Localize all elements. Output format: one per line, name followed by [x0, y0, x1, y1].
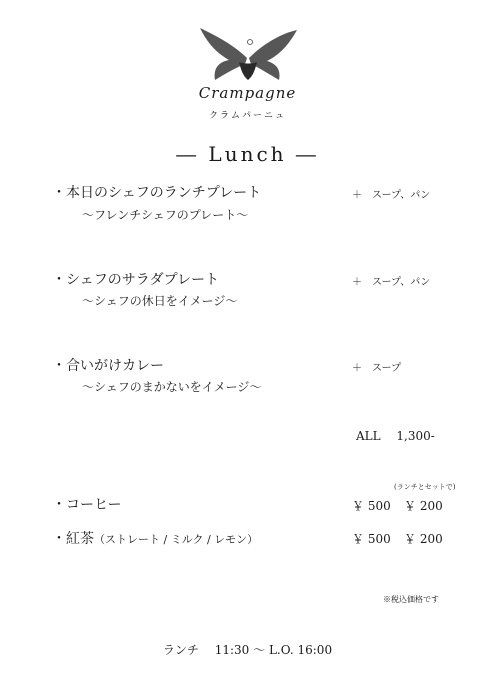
drink-item-name: ・紅茶	[52, 531, 94, 547]
bird-wings-logo	[195, 18, 300, 93]
menu-item-name: ・合いがけカレー	[52, 358, 164, 374]
menu-item-name: ・シェフのサラダプレート	[52, 272, 220, 288]
brand-name: Crampagne	[198, 84, 297, 102]
opening-hours: ランチ 11:30 ～ L.O. 16:00	[162, 643, 333, 657]
drink-item	[52, 528, 258, 548]
set-price-note: (ランチとセットで)	[394, 483, 456, 491]
menu-item-extra: ＋ スープ	[352, 363, 401, 374]
brand-name-kana: クラムパーニュ	[209, 111, 286, 121]
lunch-price: ALL 1,300-	[356, 429, 435, 443]
menu-item-description: ～シェフのまかないをイメージ～	[82, 380, 262, 394]
drink-item-options: （ストレート / ミルク / レモン）	[94, 533, 259, 546]
drink-set-price: ￥ 200	[404, 532, 443, 546]
menu-item-extra: ＋ スープ、パン	[352, 190, 431, 201]
menu-item-description: ～シェフの休日をイメージ～	[82, 294, 238, 308]
drink-item-name: ・コーヒー	[52, 497, 122, 513]
drink-set-price: ￥ 200	[404, 499, 443, 513]
menu-item-name: ・本日のシェフのランチプレート	[52, 185, 262, 201]
page-title: ― Lunch ―	[176, 142, 319, 166]
tax-note: ※税込価格です	[383, 595, 439, 604]
drink-price: ￥ 500	[352, 532, 391, 546]
menu-item-extra: ＋ スープ、パン	[352, 277, 431, 288]
menu-item-description: ～フレンチシェフのプレート～	[82, 208, 249, 222]
drink-price: ￥ 500	[352, 499, 391, 513]
